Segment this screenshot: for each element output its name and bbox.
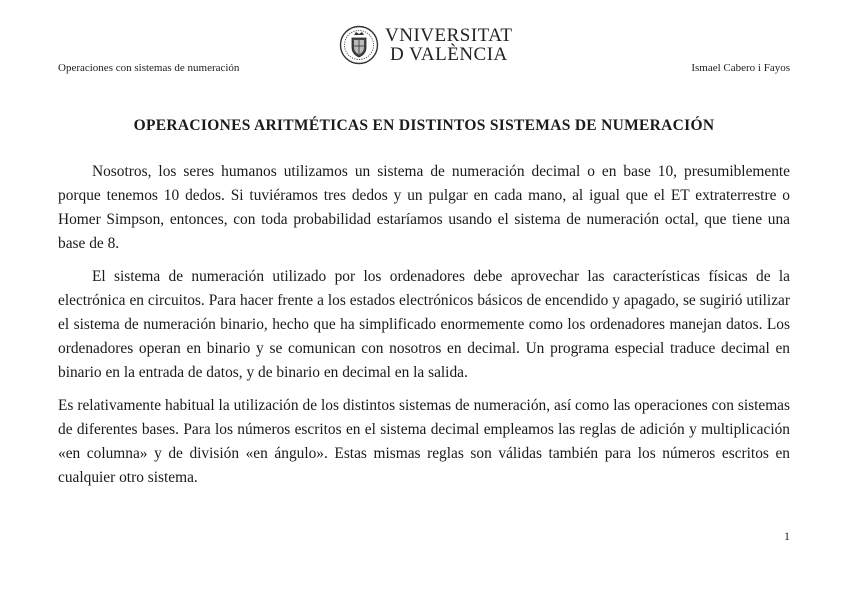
paragraph: Es relativamente habitual la utilización de los distintos sistemas de numeración, así como las operaciones con sistemas de diferentes bases. Para los números escritos en el sistema decimal empleamos las reglas de adición y multiplicación «en columna» y de división «en ángulo». Estas mismas reglas son válidas también para los números escritos en cualquier otro sistema.	[58, 397, 790, 486]
document-title: OPERACIONES ARITMÉTICAS EN DISTINTOS SISTEMAS DE NUMERACIÓN	[133, 117, 715, 134]
paragraph: Nosotros, los seres humanos utilizamos un sistema de numeración decimal o en base 10, presumiblemente porque tenemos 10 dedos. Si tuviéramos tres dedos y un pulgar en cada mano, al igual que el ET extraterrestre o Homer Simpson, entonces, con toda probabilidad estaríamos usando el sistema de numeración octal, que tiene una base de 8.	[58, 163, 790, 252]
page-number: 1	[784, 529, 790, 543]
university-name	[385, 26, 512, 64]
university-name-line1: VNIVERSITAT	[385, 25, 513, 46]
document-body	[58, 160, 790, 499]
running-header-left: Operaciones con sistemas de numeración	[58, 62, 240, 74]
university-seal-icon	[339, 25, 379, 65]
paragraph: El sistema de numeración utilizado por los ordenadores debe aprovechar las características físicas de la electrónica en circuitos. Para hacer frente a los estados electrónicos básicos de encendido y apagado, se sugirió utilizar el sistema de numeración binario, hecho que ha simplificado enormemente como los ordenadores manejan datos. Los ordenadores operan en binario y se comunican con nosotros en decimal. Un programa especial traduce decimal en binario en la entrada de datos, y de binario en decimal en la salida.	[58, 268, 790, 381]
university-name-line2: D VALÈNCIA	[390, 44, 508, 65]
running-header-right: Ismael Cabero i Fayos	[691, 62, 790, 74]
university-logo	[339, 22, 513, 68]
